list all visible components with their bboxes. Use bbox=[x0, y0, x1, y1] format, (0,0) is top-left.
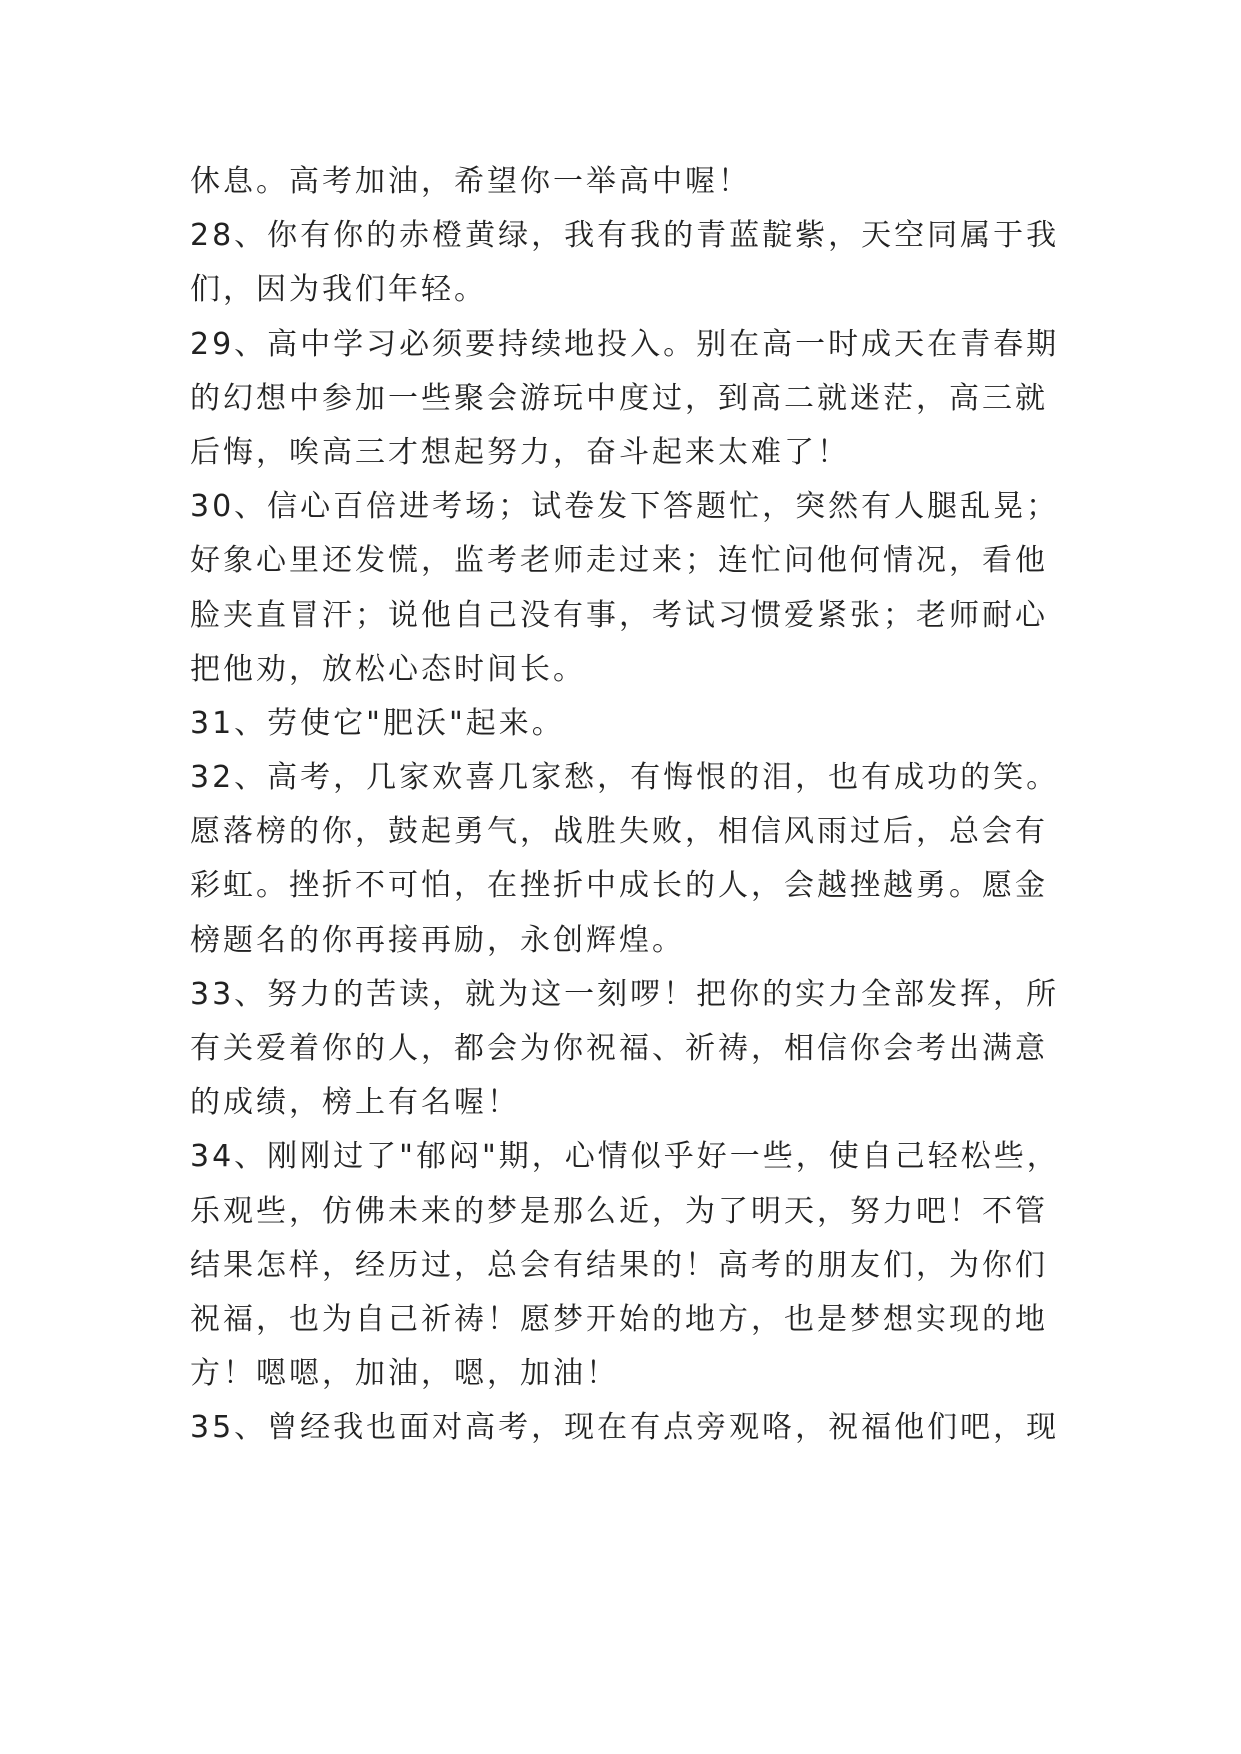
text-line: 休息。高考加油，希望你一举高中喔！ bbox=[190, 164, 751, 199]
text-line: 有关爱着你的人，都会为你祝福、祈祷，相信你会考出满意 bbox=[190, 1031, 1048, 1066]
text-line: 乐观些，仿佛未来的梦是那么近，为了明天，努力吧！不管 bbox=[190, 1193, 1048, 1229]
text-line: 结果怎样，经历过，总会有结果的！高考的朋友们，为你们 bbox=[190, 1247, 1048, 1283]
text-line: 愿落榜的你，鼓起勇气，战胜失败，相信风雨过后，总会有 bbox=[190, 814, 1048, 850]
text-line: 彩虹。挫折不可怕，在挫折中成长的人，会越挫越勇。愿金 bbox=[190, 868, 1048, 904]
text-line: 把他劝，放松心态时间长。 bbox=[190, 651, 586, 687]
text-line: 32、高考，几家欢喜几家愁，有悔恨的泪，也有成功的笑。 bbox=[190, 760, 1060, 796]
text-line: 28、你有你的赤橙黄绿，我有我的青蓝靛紫，天空同属于我 bbox=[190, 218, 1060, 254]
text-line: 31、劳使它"肥沃"起来。 bbox=[190, 705, 565, 741]
text-line: 后悔，唉高三才想起努力，奋斗起来太难了！ bbox=[190, 434, 850, 470]
text-line: 29、高中学习必须要持续地投入。别在高一时成天在青春期 bbox=[190, 326, 1060, 362]
text-line: 34、刚刚过了"郁闷"期，心情似乎好一些，使自己轻松些， bbox=[190, 1139, 1060, 1175]
text-line: 的幻想中参加一些聚会游玩中度过，到高二就迷茫，高三就 bbox=[190, 380, 1048, 416]
text-line: 榜题名的你再接再励，永创辉煌。 bbox=[190, 922, 685, 958]
text-line: 方！嗯嗯，加油，嗯，加油！ bbox=[190, 1356, 619, 1392]
text-line: 的成绩，榜上有名喔！ bbox=[190, 1085, 520, 1121]
text-line: 祝福，也为自己祈祷！愿梦开始的地方，也是梦想实现的地 bbox=[190, 1301, 1048, 1337]
document-body bbox=[190, 155, 1060, 1456]
text-line: 脸夹直冒汗；说他自己没有事，考试习惯爱紧张；老师耐心 bbox=[190, 597, 1048, 633]
text-line: 35、曾经我也面对高考，现在有点旁观咯，祝福他们吧，现 bbox=[190, 1410, 1060, 1446]
text-line: 好象心里还发慌，监考老师走过来；连忙问他何情况，看他 bbox=[190, 543, 1048, 579]
text-line: 33、努力的苦读，就为这一刻啰！把你的实力全部发挥，所 bbox=[190, 976, 1060, 1012]
text-line: 30、信心百倍进考场；试卷发下答题忙，突然有人腿乱晃； bbox=[190, 489, 1060, 525]
text-line: 们，因为我们年轻。 bbox=[190, 272, 487, 308]
